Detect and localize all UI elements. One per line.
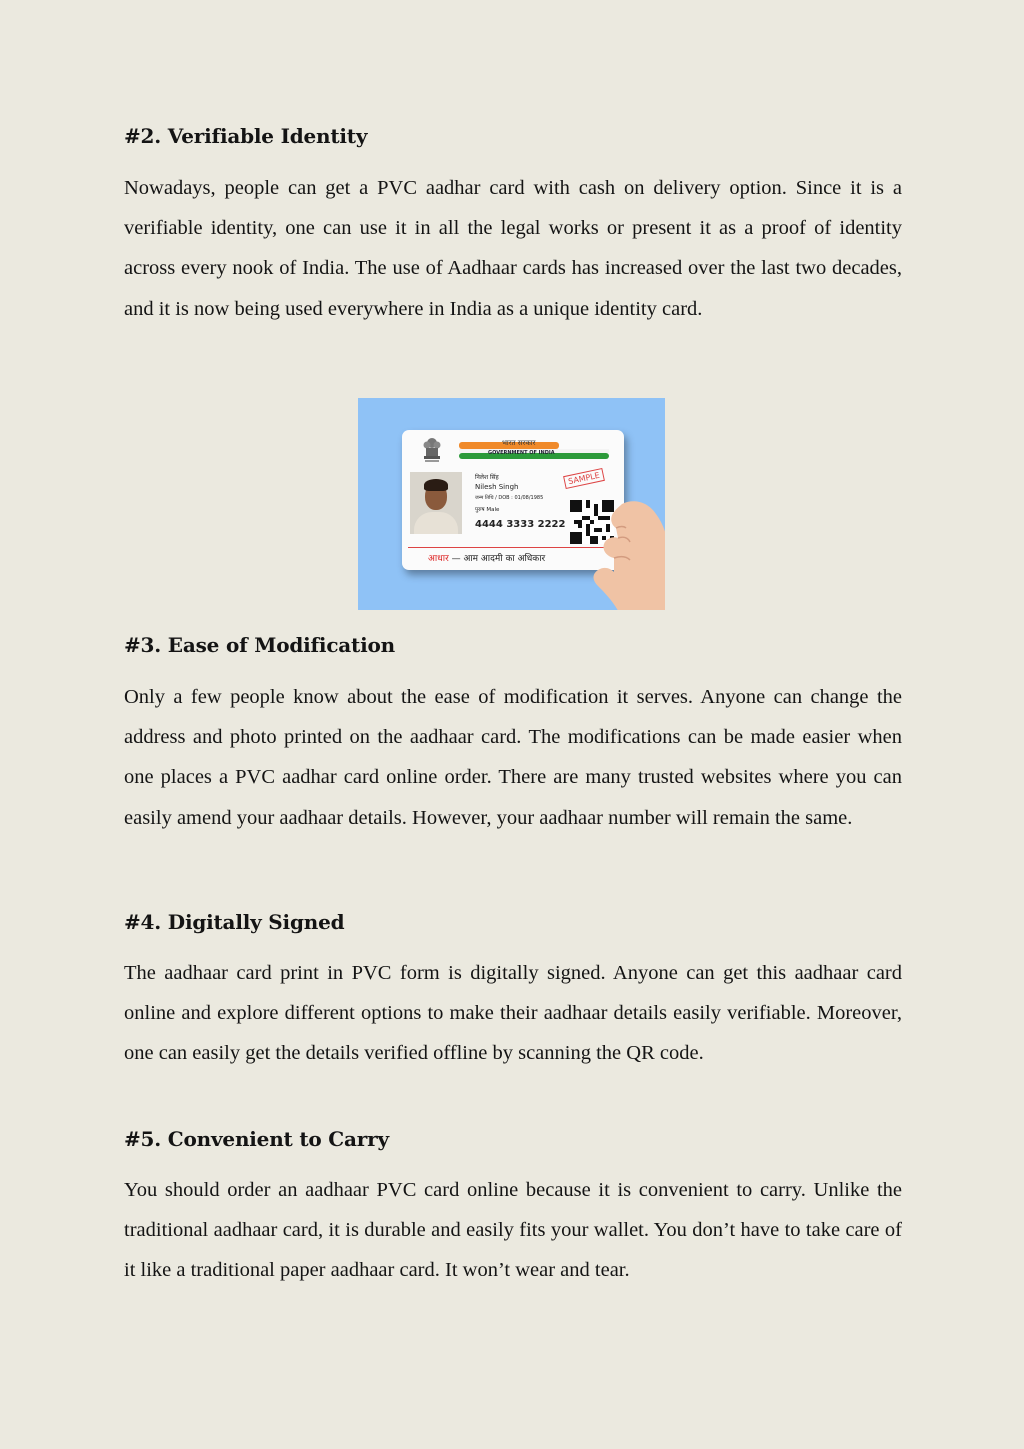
sample-stamp: SAMPLE <box>563 468 605 489</box>
heading-digitally-signed: #4. Digitally Signed <box>124 910 345 934</box>
card-footer: आधार — आम आदमी का अधिकार <box>428 554 546 564</box>
heading-convenient-to-carry: #5. Convenient to Carry <box>124 1127 389 1151</box>
paragraph-digitally-signed: The aadhaar card print in PVC form is digitally signed. Anyone can get this aadhaar card online and explore different options to make their aadhaar details easily verifiable. Moreover, one can easily get the details verified offline by scanning the QR code. <box>124 962 903 1065</box>
card-gender: पुरुष Male <box>475 507 500 513</box>
government-english: GOVERNMENT OF INDIA <box>488 450 555 456</box>
hand-icon <box>584 494 665 610</box>
card-name: Nilesh Singh <box>475 483 519 491</box>
aadhaar-card-image <box>358 398 665 610</box>
card-name-hindi: निलेश सिंह <box>475 474 499 481</box>
heading-verifiable-identity: #2. Verifiable Identity <box>124 124 368 148</box>
card-dob: जन्म तिथि / DOB : 01/08/1985 <box>475 495 544 501</box>
paragraph-convenient-to-carry: You should order an aadhaar PVC card online because it is convenient to carry. Unlike the traditional aadhaar card, it is durable and easily fits your wallet. You don’t have to take care of it like a traditional paper aadhaar card. It won’t wear and tear. <box>124 1179 903 1282</box>
national-emblem-icon <box>422 436 442 464</box>
paragraph-ease-of-modification: Only a few people know about the ease of modification it serves. Anyone can change the address and photo printed on the aadhaar card. The modifications can be made easier when one places a PVC aadhar card online order. There are many trusted websites where you can easily amend your aadhaar details. However, your aadhaar number will remain the same. <box>124 686 903 829</box>
card-photo <box>410 472 462 534</box>
paragraph-verifiable-identity: Nowadays, people can get a PVC aadhar card with cash on delivery option. Since it is a verifiable identity, one can use it in all the legal works or present it as a proof of identity across every nook of India. The use of Aadhaar cards has increased over the last two decades, and it is now being used everywhere in India as a unique identity card. <box>124 177 903 320</box>
heading-ease-of-modification: #3. Ease of Modification <box>124 633 395 657</box>
card-number: 4444 3333 2222 <box>475 519 566 530</box>
government-hindi: भारत सरकार <box>502 439 536 447</box>
